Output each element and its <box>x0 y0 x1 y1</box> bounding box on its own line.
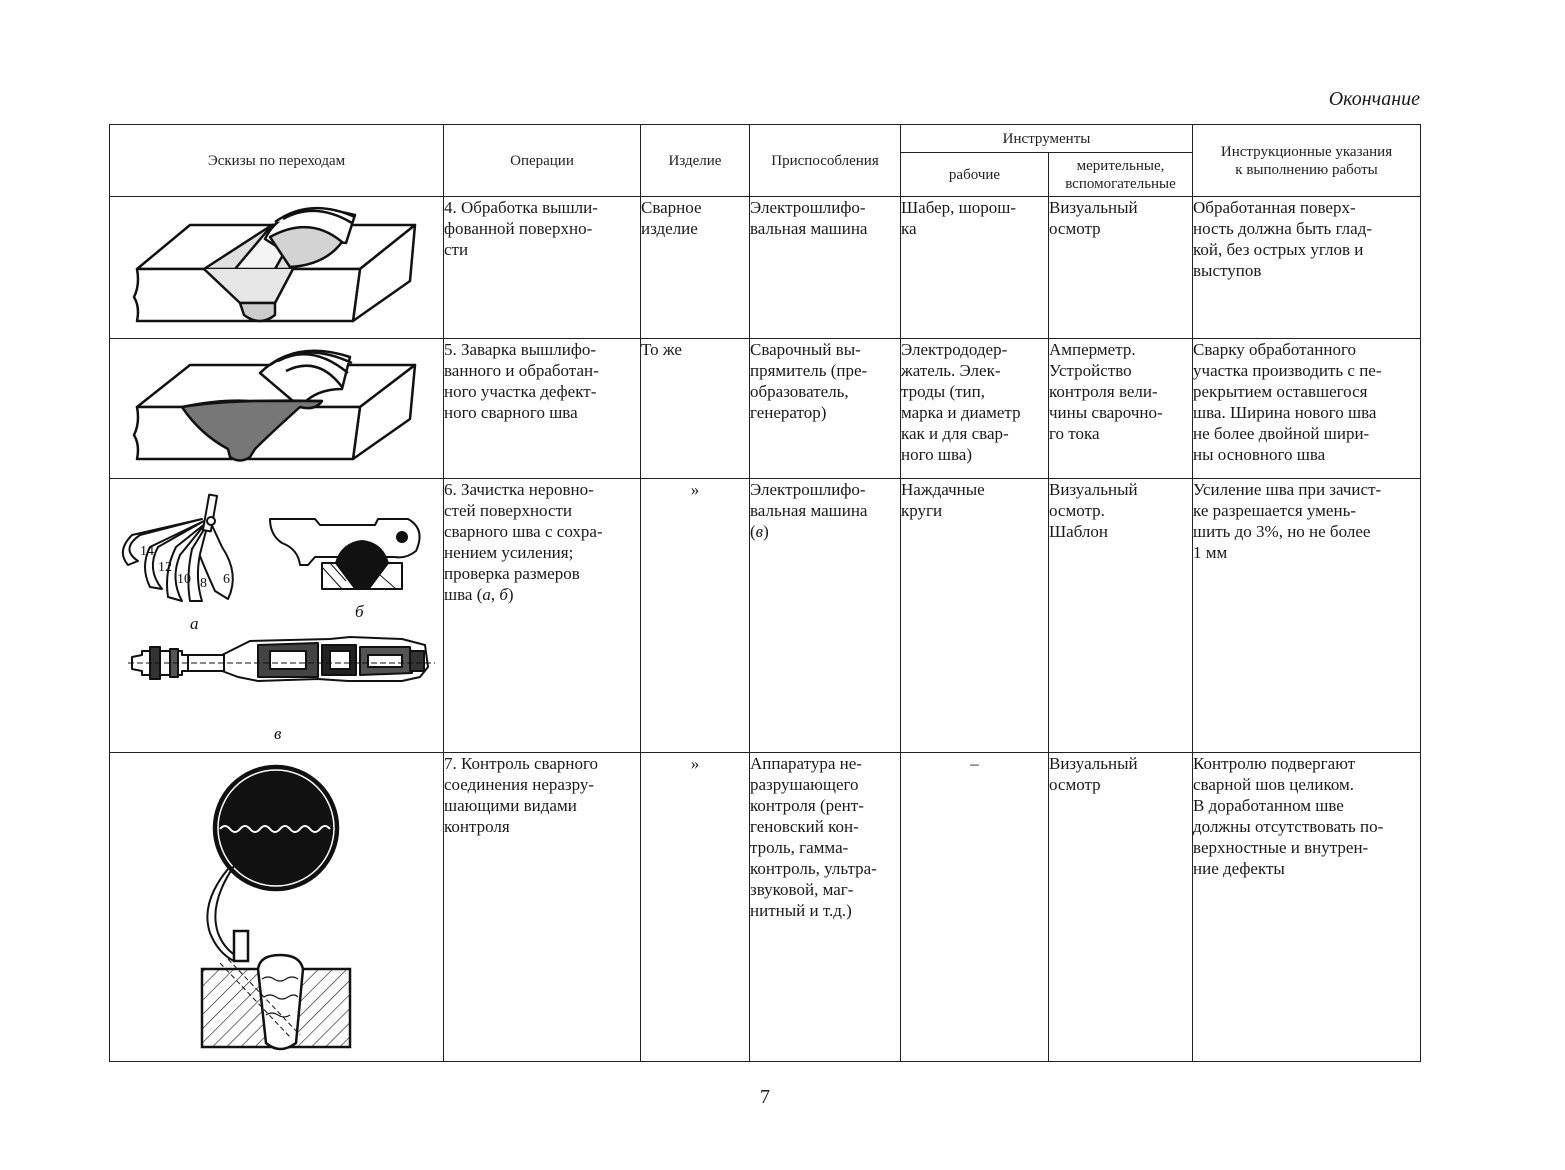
fixtures-text-body: Электрошлифо- вальная машина ( <box>750 480 868 541</box>
process-table <box>109 124 1421 1062</box>
table-row <box>110 753 1421 1062</box>
measuring-tools-cell <box>1049 479 1193 753</box>
fixtures-text: Сварочный вы- прямитель (пре- образователь, генератор) <box>750 340 868 422</box>
operation-cell <box>444 339 641 479</box>
product-text: » <box>690 480 700 499</box>
operation-text <box>444 479 640 605</box>
fixtures-text <box>750 479 900 542</box>
measuring-tools-cell <box>1049 197 1193 339</box>
measuring-tools-text: Визуальный осмотр <box>1049 754 1138 794</box>
fixtures-cell <box>750 339 901 479</box>
working-tools-text: Электрододер- жатель. Элек- троды (тип, марка и диаметр как и для свар- ного шва) <box>901 340 1021 464</box>
header-sketches: Эскизы по переходам <box>110 125 444 197</box>
operation-text: 7. Контроль сварного соединения неразру- шающими видами контроля <box>444 754 599 836</box>
table-row <box>110 197 1421 339</box>
header-instructions <box>1193 125 1421 197</box>
product-text: » <box>690 754 700 773</box>
product-cell <box>641 479 750 753</box>
header-instructions-line1: Инструкционные указания <box>1220 143 1393 160</box>
operation-cell <box>444 479 641 753</box>
weld-section <box>258 955 303 1049</box>
measuring-tools-text: Визуальный осмотр. Шаблон <box>1049 480 1138 541</box>
product-cell <box>641 753 750 1062</box>
fixtures-cell <box>750 479 901 753</box>
product-cell <box>641 197 750 339</box>
source-holder <box>234 931 248 961</box>
product-text: То же <box>641 340 682 359</box>
working-tools-cell <box>901 479 1049 753</box>
working-tools-cell <box>901 339 1049 479</box>
table-row <box>110 479 1421 753</box>
gauge-number: 6 <box>223 572 230 587</box>
measuring-tools-text: Визуальный осмотр <box>1049 198 1138 238</box>
sketch-cell <box>110 339 444 479</box>
operation-text: 4. Обработка вышли- фованной поверхно- сти <box>444 198 598 259</box>
ref-sep: , <box>490 585 500 604</box>
instructions-text: Контролю подвергают сварной шов целиком. В доработанном шве должны отсутствовать по- верхностные и внутрен- ние дефекты <box>1193 754 1384 878</box>
header-product: Изделие <box>641 125 750 197</box>
instructions-text: Сварку обработанного участка производить с пе- рекрытием оставшегося шва. Ширина нового шва не более двойной шири- ны основного шва <box>1193 340 1382 464</box>
grinder-machine <box>128 637 435 681</box>
sketch-label-v: в <box>274 724 282 743</box>
continuation-label: Окончание <box>1328 88 1420 110</box>
ref-b: б <box>499 585 508 604</box>
ref-end: ) <box>507 585 514 604</box>
fixtures-text: Аппаратура не- разрушающего контроля (рент- геновский кон- троль, гамма- контроль, ультра- звуковой, маг- нитный и т.д.) <box>750 754 877 920</box>
header-instructions-line2: к выполнению работы <box>1235 161 1378 178</box>
instructions-cell <box>1193 197 1421 339</box>
instructions-text: Обработанная поверх- ность должна быть глад- кой, без острых углов и выступов <box>1193 198 1373 280</box>
ref-v: в <box>755 522 764 541</box>
header-operations: Операции <box>444 125 641 197</box>
operation-text-body: 6. Зачистка неровно- стей поверхности сварного шва с сохра- нением усиления; проверка размеров шва ( <box>444 480 603 604</box>
gauge-number: 14 <box>140 544 154 559</box>
measuring-tools-cell <box>1049 339 1193 479</box>
fixtures-text: Электрошлифо- вальная машина <box>750 198 868 238</box>
working-tools-text: Наждачные круги <box>901 480 985 520</box>
sketch-cell <box>110 753 444 1062</box>
instructions-cell <box>1193 479 1421 753</box>
gauge-number: 10 <box>177 572 191 587</box>
ndt-control-sketch <box>110 753 444 1060</box>
instructions-text: Усиление шва при зачист- ке разрешается умень- шить до 3%, но не более 1 мм <box>1193 480 1382 562</box>
measuring-tools-text: Амперметр. Устройство контроля вели- чины сварочно- го тока <box>1049 340 1163 443</box>
grinding-tools-sketch <box>110 479 444 751</box>
header-measuring-line1: мерительные, <box>1076 157 1165 174</box>
working-tools-cell <box>901 197 1049 339</box>
page-number: 7 <box>760 1086 770 1108</box>
fixtures-cell <box>750 197 901 339</box>
sketch-cell <box>110 479 444 753</box>
ref-end: ) <box>763 522 769 541</box>
header-tools: Инструменты <box>901 125 1193 153</box>
measuring-tools-cell <box>1049 753 1193 1062</box>
operation-cell <box>444 197 641 339</box>
operation-text: 5. Заварка вышлифо- ванного и обработан- ного участка дефект- ного сварного шва <box>444 340 599 422</box>
working-tools-cell <box>901 753 1049 1062</box>
gauge-number: 12 <box>158 560 172 575</box>
weld-grinding-sketch <box>110 197 444 337</box>
product-cell <box>641 339 750 479</box>
header-fixtures: Приспособления <box>750 125 901 197</box>
working-tools-text: – <box>970 754 979 773</box>
header-tools-measuring <box>1049 153 1193 197</box>
product-text: Сварное изделие <box>641 198 702 238</box>
sketch-label-b: б <box>355 602 364 621</box>
working-tools-text: Шабер, шорош- ка <box>901 198 1017 238</box>
fixtures-cell <box>750 753 901 1062</box>
ref-a: а <box>482 585 491 604</box>
instructions-cell <box>1193 753 1421 1062</box>
table-row <box>110 339 1421 479</box>
gauge-hole <box>207 517 215 525</box>
gauge-number: 8 <box>200 576 207 591</box>
weld-repair-sketch <box>110 339 444 477</box>
header-tools-working: рабочие <box>901 153 1049 197</box>
instructions-cell <box>1193 339 1421 479</box>
sketch-cell <box>110 197 444 339</box>
sketch-label-a: а <box>190 614 199 633</box>
template-hole <box>397 532 407 542</box>
header-measuring-line2: вспомогательные <box>1065 175 1176 192</box>
operation-cell <box>444 753 641 1062</box>
